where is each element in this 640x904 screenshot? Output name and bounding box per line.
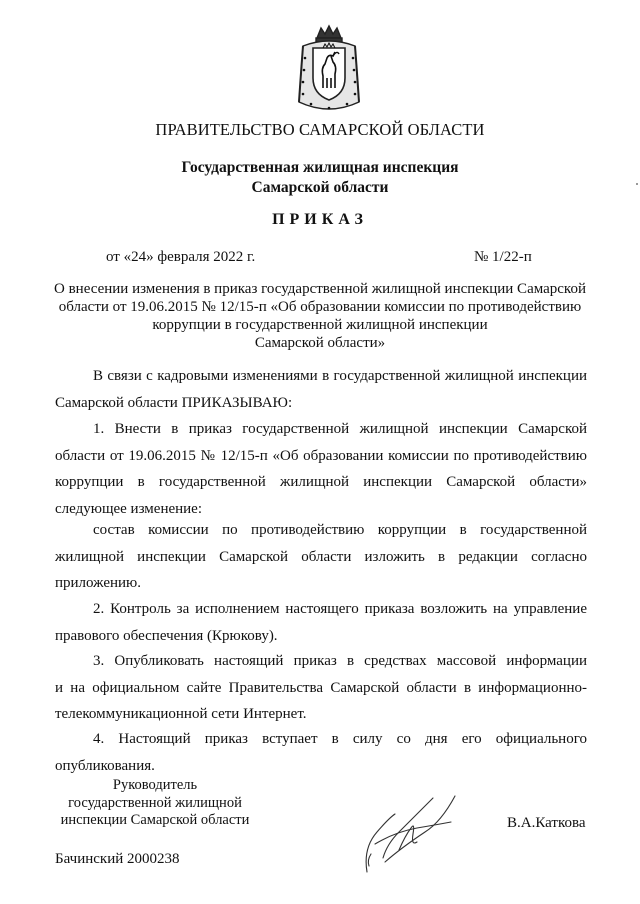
position-line-3: инспекции Самарской области <box>60 812 250 828</box>
inspection-title <box>0 158 640 198</box>
item-1a-line-3: приложению. <box>55 575 142 591</box>
item-3-paragraph <box>55 648 587 728</box>
document-subject <box>0 280 640 352</box>
executor-info: Бачинский 2000238 <box>55 851 180 867</box>
item-1a-line-2: жилищной инспекции Самарской области изложить в редакции согласно <box>55 548 587 565</box>
item-1-line-4: следующее изменение: <box>55 500 203 517</box>
position-line-2: государственной жилищной <box>68 794 242 811</box>
item-3-line-2: и на официальном сайте Правительства Самарской области в информационно- <box>55 679 587 696</box>
intro-line-2: Самарской области ПРИКАЗЫВАЮ: <box>55 394 293 411</box>
document-type: ПРИКАЗ <box>272 211 368 228</box>
subject-line-3: коррупции в государственной жилищной инспекции <box>152 317 488 333</box>
government-title: ПРАВИТЕЛЬСТВО САМАРСКОЙ ОБЛАСТИ <box>155 120 485 139</box>
subject-line-4: Самарской области» <box>254 335 386 351</box>
item-2-line-2: правового обеспечения (Крюкову). <box>55 627 278 644</box>
item-3-line-1: 3. Опубликовать настоящий приказ в средствах массовой информации <box>93 653 587 669</box>
document-date: от «24» февраля 2022 г. <box>106 249 256 265</box>
item-4-paragraph <box>55 726 587 779</box>
coat-of-arms-icon <box>293 22 365 114</box>
item-1-line-1: 1. Внести в приказ государственной жилищной инспекции Самарской <box>93 421 587 437</box>
item-2-paragraph <box>55 596 587 649</box>
signatory-name: В.А.Каткова <box>507 815 586 831</box>
item-1-line-2: области от 19.06.2015 № 12/15-п «Об образовании комиссии по противодействию <box>55 447 587 464</box>
document-number: № 1/22-п <box>474 249 532 265</box>
subject-line-2: области от 19.06.2015 № 12/15-п «Об образовании комиссии по противодействию <box>58 299 582 315</box>
item-1-line-3: коррупции в государственной жилищной инспекции Самарской области» <box>55 474 587 490</box>
handwritten-signature-icon <box>355 788 465 878</box>
position-line-1: Руководитель <box>112 777 198 793</box>
signatory-position <box>55 777 255 830</box>
intro-paragraph <box>55 363 587 416</box>
inspection-line-2: Самарской области <box>251 179 389 196</box>
intro-line-1: В связи с кадровыми изменениями в государственной жилищной инспекции <box>93 368 587 384</box>
item-2-line-1: 2. Контроль за исполнением настоящего приказа возложить на управление <box>93 601 587 617</box>
item-1a-line-1: состав комиссии по противодействию коррупции в государственной <box>93 522 587 538</box>
subject-line-1: О внесении изменения в приказ государственной жилищной инспекции Самарской <box>54 281 586 297</box>
item-4-line-2: опубликования. <box>55 757 155 774</box>
item-1a-paragraph <box>55 517 587 597</box>
item-1-paragraph <box>55 416 587 522</box>
scan-speck <box>636 183 638 185</box>
inspection-line-1: Государственная жилищная инспекция <box>181 159 459 176</box>
item-3-line-3: телекоммуникационной сети Интернет. <box>55 706 307 722</box>
item-4-line-1: 4. Настоящий приказ вступает в силу со дня его официального <box>93 731 587 747</box>
